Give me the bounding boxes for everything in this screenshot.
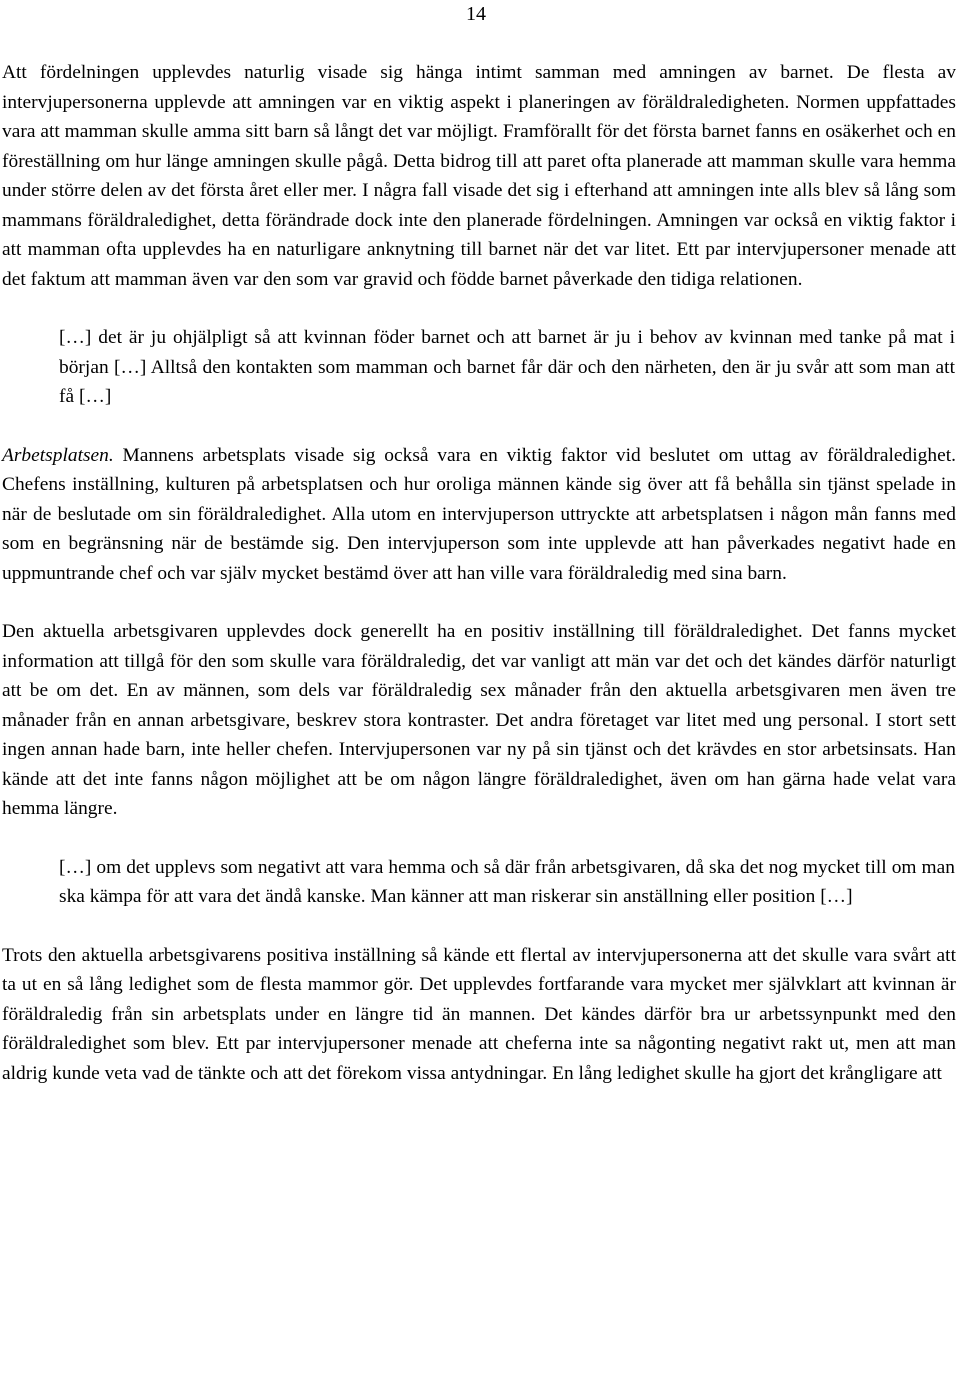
paragraph-workplace [2, 441, 956, 589]
paragraph-attitude: Trots den aktuella arbetsgivarens positiva inställning så kände ett flertal av intervjupersonerna att det skulle vara svårt att ta ut en så lång ledighet som de flesta mammor gör. Det upplevdes fortfarande vara mycket mer självklart att kvinnan är föräldraledig från sin arbetsplats under en längre tid än mannen. Det kändes därför bra ur arbetssynpunkt med den föräldraledighet som blev. Ett par intervjupersoner menade att cheferna inte sa någonting negativt rakt ut, men att man aldrig kunde veta vad de tänkte och att det förekom vissa antydningar. En lång ledighet skulle ha gjort det krångligare att [2, 944, 956, 1084]
paragraph-employer: Den aktuella arbetsgivaren upplevdes dock generellt ha en positiv inställning till föräldraledighet. Det fanns mycket information att tillgå för den som skulle vara föräldraledig, det var vanligt att män var det och det kändes därför naturligt att be om det. En av männen, som dels var föräldraledig sex månader från den aktuella arbetsgivaren men även tre månader från en annan arbetsgivare, beskrev stora kontraster. Det andra företaget var litet med ung personal. I stort sett ingen annan hade barn, inte heller chefen. Intervjupersonen var ny på sin tjänst och det krävdes en stor arbetsinsats. Han kände att det inte fanns någon möjlighet att be om någon längre föräldraledighet, även om han gärna hade velat vara hemma längre. [2, 621, 956, 819]
paragraph-workplace-text: Mannens arbetsplats visade sig också vara en viktig faktor vid beslutet om uttag av föräldraledighet. Chefens inställning, kulturen på arbetsplatsen och hur oroliga männen kände sig över att få behålla sin tjänst spelade in när de beslutade om sin föräldraledighet. Alla utom en intervjuperson uttryckte att arbetsplatsen i någon mån fanns med som en begränsning när de bestämde sig. Den intervjuperson som inte upplevde att han påverkades negativt hade en uppmuntrande chef och var själv mycket bestämd över att han ville vara föräldraledig med sina barn. [2, 444, 956, 584]
document-body [2, 58, 956, 1088]
quote-employer: […] om det upplevs som negativt att vara hemma och så där från arbetsgivaren, då ska det nog mycket till om man ska kämpa för att vara det ändå kanske. Man känner att man riskerar sin anställning eller position […] [59, 856, 955, 907]
section-heading-workplace: Arbetsplatsen. [2, 444, 114, 466]
quote-breastfeeding: […] det är ju ohjälpligt så att kvinnan föder barnet och att barnet är ju i behov av kvinnan med tanke på mat i början […] Alltså den kontakten som mamman och barnet får där och den närheten, den är ju svår att som man att få […] [59, 327, 955, 407]
page-number: 14 [466, 3, 486, 25]
paragraph-breastfeeding: Att fördelningen upplevdes naturlig visade sig hänga intimt samman med amningen av barnet. De flesta av intervjupersonerna upplevde att amningen var en viktig aspekt i planeringen av föräldraledigheten. Normen uppfattades vara att mamman skulle amma sitt barn så långt det var möjligt. Framförallt för det första barnet fanns en osäkerhet och en föreställning om hur länge amningen skulle pågå. Detta bidrog till att paret ofta planerade att mamman skulle vara hemma under större delen av det första året eller mer. I några fall visade det sig i efterhand att amningen inte alls blev så lång som mammans föräldraledighet, detta förändrade dock inte den planerade fördelningen. Amningen var också en viktig faktor i att mamman ofta upplevdes ha en naturligare anknytning till barnet när det var litet. Ett par intervjupersoner menade att det faktum att mamman även var den som var gravid och födde barnet påverkade den tidiga relationen. [2, 62, 956, 290]
